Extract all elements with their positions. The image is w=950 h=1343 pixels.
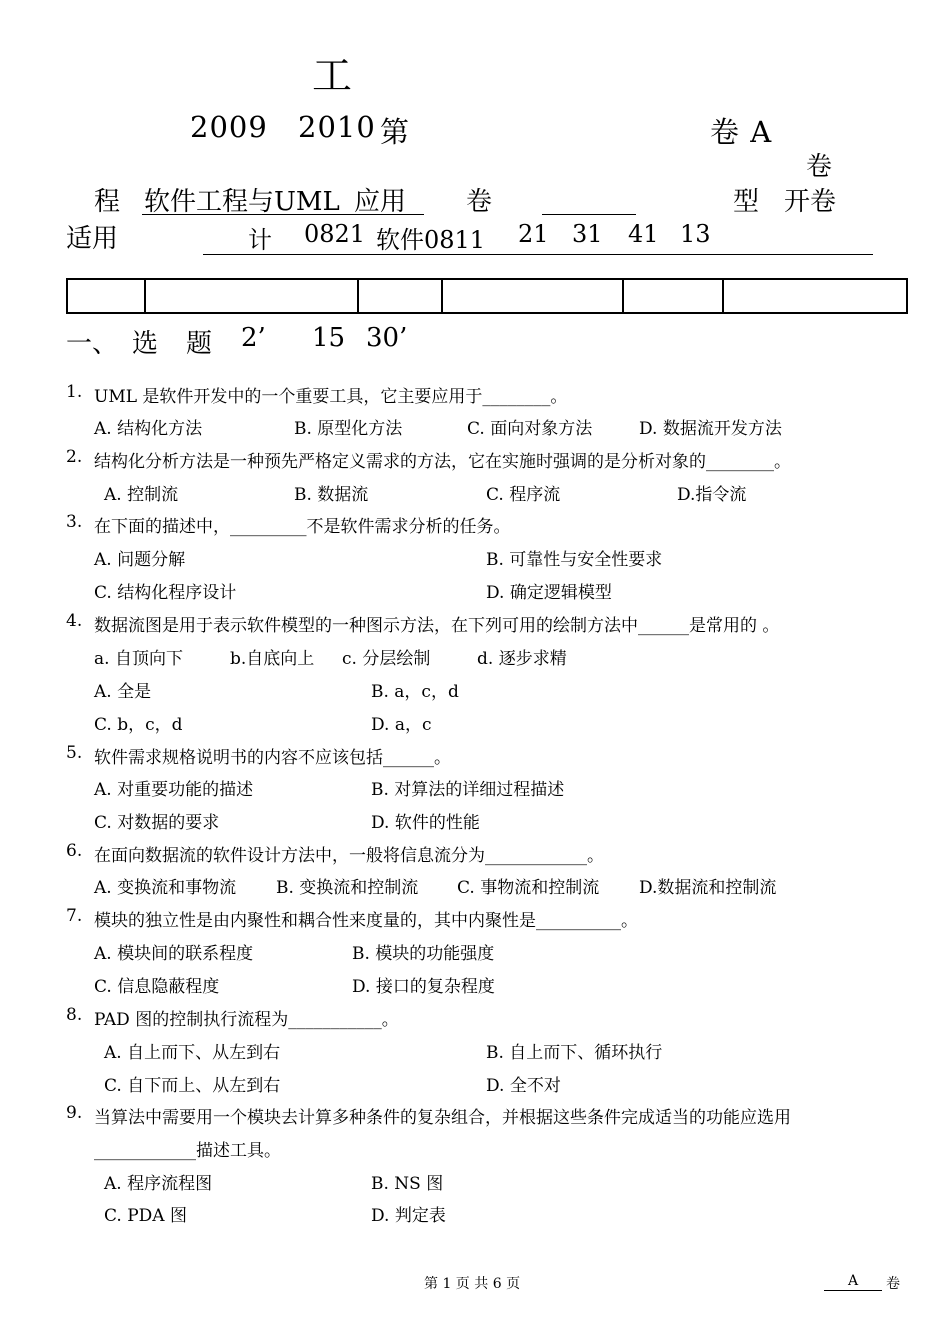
question-number: 7.	[66, 906, 83, 926]
option: C. 面向对象方法	[467, 419, 593, 439]
option: A. 模块间的联系程度	[94, 944, 254, 964]
option: A. 对重要功能的描述	[94, 780, 254, 800]
option: B. 变换流和控制流	[276, 878, 419, 898]
type-value: 开卷	[784, 187, 837, 217]
score-cell	[358, 279, 442, 313]
juan-mid: 卷	[466, 187, 493, 217]
option: D. 软件的性能	[371, 813, 480, 833]
option: C. 自下而上、从左到右	[104, 1076, 281, 1096]
option: B. a，c，d	[371, 682, 459, 702]
option: C. 对数据的要求	[94, 813, 220, 833]
score-cell	[67, 279, 145, 313]
question-text: 软件需求规格说明书的内容不应该包括______。	[94, 748, 451, 768]
option: A. 结构化方法	[94, 419, 203, 439]
question-text: 在面向数据流的软件设计方法中，一般将信息流分为____________。	[94, 846, 604, 866]
score-cell	[442, 279, 623, 313]
section-word-1: 选	[132, 329, 159, 359]
juan-top: 卷	[806, 152, 833, 182]
class-2: 0821	[304, 220, 366, 248]
question-text: 当算法中需要用一个模块去计算多种条件的复杂组合，并根据这些条件完成适当的功能应选用	[94, 1108, 791, 1128]
option: B. 对算法的详细过程描述	[371, 780, 565, 800]
year-to: 2010	[298, 110, 376, 144]
option: B. 自上而下、循环执行	[486, 1043, 663, 1063]
class-7: 13	[680, 220, 711, 248]
option: B. NS 图	[371, 1174, 444, 1194]
section-number: 一、	[66, 329, 119, 359]
question-text: UML 是软件开发中的一个重要工具，它主要应用于________。	[94, 387, 568, 407]
section-count: 15	[312, 323, 346, 353]
score-cell	[723, 279, 907, 313]
class-1: 计	[248, 226, 272, 254]
sub-item: c. 分层绘制	[342, 649, 431, 669]
option: C. 程序流	[486, 485, 561, 505]
option: A. 全是	[94, 682, 152, 702]
option: D. 判定表	[371, 1206, 446, 1226]
title-char: 工	[312, 53, 352, 99]
option: A. 自上而下、从左到右	[104, 1043, 281, 1063]
option: D. 接口的复杂程度	[352, 977, 495, 997]
option: D. 确定逻辑模型	[486, 583, 612, 603]
footer-paper: A	[848, 1273, 859, 1289]
question-number: 1.	[66, 382, 83, 402]
juan-underline	[542, 214, 636, 215]
option: D.数据流和控制流	[639, 878, 777, 898]
sub-item: a. 自顶向下	[94, 649, 183, 669]
option: D. a，c	[371, 715, 432, 735]
option: D. 数据流开发方法	[639, 419, 782, 439]
question-number: 8.	[66, 1005, 83, 1025]
class-underline	[203, 254, 873, 255]
option: A. 变换流和事物流	[94, 878, 237, 898]
option: A. 程序流程图	[104, 1174, 213, 1194]
option: D.指令流	[677, 485, 747, 505]
course-suffix: 应用	[354, 187, 407, 217]
option: B. 模块的功能强度	[352, 944, 495, 964]
question-number: 3.	[66, 512, 83, 532]
footer-underline	[824, 1290, 882, 1291]
question-text: 结构化分析方法是一种预先严格定义需求的方法，它在实施时强调的是分析对象的________。	[94, 452, 791, 472]
option: A. 问题分解	[94, 550, 186, 570]
question-text: PAD 图的控制执行流程为___________。	[94, 1010, 399, 1030]
question-text: 数据流图是用于表示软件模型的一种图示方法，在下列可用的绘制方法中______是常用的 。	[94, 616, 780, 636]
option: A. 控制流	[104, 485, 179, 505]
option: B. 可靠性与安全性要求	[486, 550, 663, 570]
question-number: 9.	[66, 1103, 83, 1123]
page-info: 第 1 页 共 6 页	[424, 1276, 521, 1292]
option: C. b，c，d	[94, 715, 183, 735]
question-text-continued: ____________描述工具。	[94, 1141, 281, 1161]
option: B. 数据流	[294, 485, 369, 505]
question-text: 在下面的描述中，_________不是软件需求分析的任务。	[94, 517, 511, 537]
option: C. PDA 图	[104, 1206, 187, 1226]
section-total: 30’	[366, 323, 408, 353]
option: C. 事物流和控制流	[457, 878, 600, 898]
course-underline	[142, 214, 424, 215]
option: C. 信息隐蔽程度	[94, 977, 220, 997]
course-name: 软件工程与UML	[144, 187, 340, 217]
question-number: 2.	[66, 447, 83, 467]
type-label: 型	[733, 187, 760, 217]
question-number: 4.	[66, 611, 83, 631]
score-table	[66, 278, 908, 314]
question-text: 模块的独立性是由内聚性和耦合性来度量的，其中内聚性是__________。	[94, 911, 638, 931]
class-6: 41	[628, 220, 659, 248]
sub-item: b.自底向上	[230, 649, 315, 669]
sub-item: d. 逐步求精	[477, 649, 567, 669]
applicable-label: 适用	[66, 224, 119, 254]
question-number: 6.	[66, 841, 83, 861]
paper-label: 卷 A	[710, 115, 773, 149]
class-3: 软件0811	[376, 226, 486, 254]
course-label: 程	[94, 187, 121, 217]
option: D. 全不对	[486, 1076, 561, 1096]
question-number: 5.	[66, 743, 83, 763]
score-cell	[145, 279, 358, 313]
class-5: 31	[572, 220, 603, 248]
class-4: 21	[518, 220, 549, 248]
year-from: 2009	[190, 110, 268, 144]
option: C. 结构化程序设计	[94, 583, 237, 603]
section-points: 2’	[241, 323, 266, 353]
term-prefix: 第	[380, 115, 411, 149]
score-cell	[623, 279, 723, 313]
option: B. 原型化方法	[294, 419, 403, 439]
section-word-2: 题	[186, 329, 213, 359]
footer-juan: 卷	[886, 1276, 900, 1292]
